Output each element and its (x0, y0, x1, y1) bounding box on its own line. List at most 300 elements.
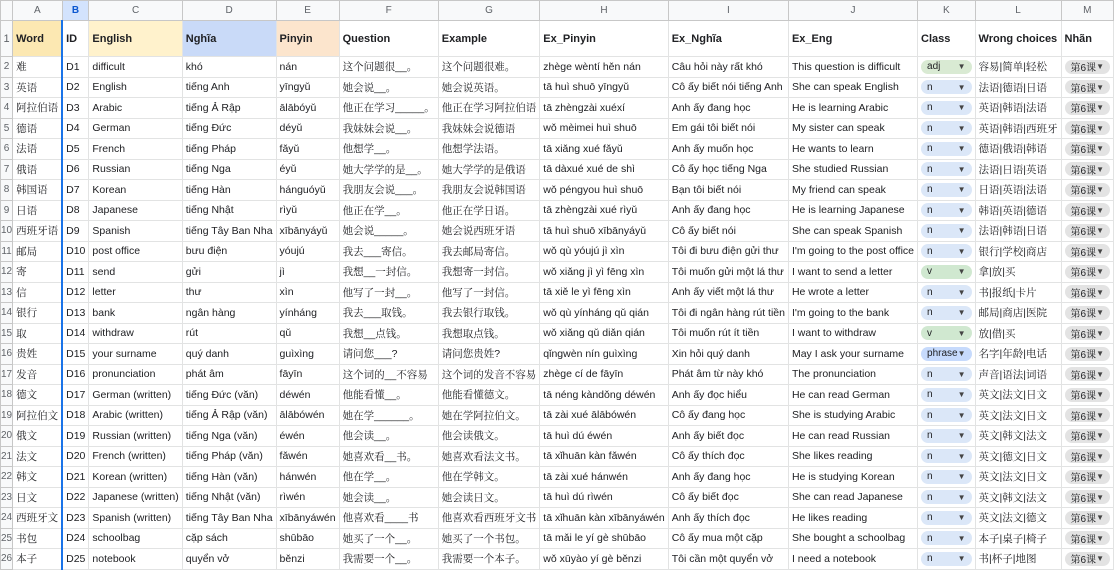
cell[interactable]: Anh ấy viết một lá thư (668, 282, 788, 303)
cell[interactable]: Anh ấy thích đọc (668, 508, 788, 529)
cell[interactable]: fǎwén (276, 446, 339, 467)
cell[interactable]: D17 (62, 385, 89, 406)
cell[interactable]: guìxìng (276, 344, 339, 365)
class-dropdown-cell[interactable] (918, 303, 976, 324)
cell[interactable]: gửi (182, 262, 276, 283)
cell[interactable]: 她会说__。 (339, 77, 438, 98)
class-dropdown-cell[interactable] (918, 364, 976, 385)
label-dropdown-cell[interactable] (1061, 487, 1113, 508)
label-dropdown-cell[interactable] (1061, 221, 1113, 242)
cell[interactable]: Cô ấy biết đọc (668, 487, 788, 508)
cell[interactable]: German (89, 118, 182, 139)
header-cell[interactable]: Nghĩa (182, 21, 276, 57)
cell[interactable]: Cô ấy biết nói tiếng Anh (668, 77, 788, 98)
lesson-chip[interactable] (1065, 470, 1110, 484)
cell[interactable]: 他写了一封__。 (339, 282, 438, 303)
lesson-chip[interactable] (1065, 449, 1110, 463)
cell[interactable]: She can read Japanese (788, 487, 917, 508)
cell[interactable]: 本子|桌子|椅子 (975, 528, 1061, 549)
dropdown-arrow-icon[interactable]: ▼ (957, 328, 966, 338)
cell[interactable]: ālābówén (276, 405, 339, 426)
cell[interactable]: 贵姓 (13, 344, 63, 365)
cell[interactable]: D23 (62, 508, 89, 529)
label-dropdown-cell[interactable] (1061, 180, 1113, 201)
cell[interactable]: 英文|德文|日文 (975, 446, 1061, 467)
dropdown-arrow-icon[interactable]: ▼ (1096, 390, 1104, 400)
class-chip[interactable] (921, 347, 972, 361)
cell[interactable]: fāyīn (276, 364, 339, 385)
cell[interactable]: bưu điện (182, 241, 276, 262)
cell[interactable]: 他正在学习阿拉伯语 (438, 98, 540, 119)
cell[interactable]: rút (182, 323, 276, 344)
cell[interactable]: 英文|法文|德文 (975, 508, 1061, 529)
column-letter-d[interactable]: D (182, 1, 276, 21)
cell[interactable]: tiếng Ả Rập (văn) (182, 405, 276, 426)
lesson-chip[interactable] (1065, 326, 1110, 340)
cell[interactable]: ālābóyǔ (276, 98, 339, 119)
cell[interactable]: your surname (89, 344, 182, 365)
row-number[interactable]: 26 (1, 549, 13, 570)
class-chip[interactable] (921, 511, 972, 525)
class-chip[interactable] (921, 388, 972, 402)
label-dropdown-cell[interactable] (1061, 323, 1113, 344)
lesson-chip[interactable] (1065, 388, 1110, 402)
cell[interactable]: yīngyǔ (276, 77, 339, 98)
dropdown-arrow-icon[interactable]: ▼ (1096, 205, 1104, 215)
cell[interactable]: 日语|英语|法语 (975, 180, 1061, 201)
label-dropdown-cell[interactable] (1061, 241, 1113, 262)
cell[interactable]: wǒ mèimei huì shuō (540, 118, 668, 139)
class-dropdown-cell[interactable] (918, 549, 976, 570)
cell[interactable]: rìwén (276, 487, 339, 508)
cell[interactable]: yínháng (276, 303, 339, 324)
cell[interactable]: 他能看懂__。 (339, 385, 438, 406)
dropdown-arrow-icon[interactable]: ▼ (1096, 246, 1104, 256)
cell[interactable]: D9 (62, 221, 89, 242)
class-chip[interactable] (921, 183, 972, 197)
class-dropdown-cell[interactable] (918, 159, 976, 180)
cell[interactable]: 法文 (13, 446, 63, 467)
cell[interactable]: éwén (276, 426, 339, 447)
row-number[interactable]: 17 (1, 364, 13, 385)
cell[interactable]: He wrote a letter (788, 282, 917, 303)
cell[interactable]: xībānyáyǔ (276, 221, 339, 242)
dropdown-arrow-icon[interactable]: ▼ (957, 267, 966, 277)
cell[interactable]: pronunciation (89, 364, 182, 385)
row-number[interactable]: 11 (1, 241, 13, 262)
row-number[interactable]: 23 (1, 487, 13, 508)
cell[interactable]: wǒ xiǎng jì yì fēng xìn (540, 262, 668, 283)
cell[interactable]: Câu hỏi này rất khó (668, 57, 788, 78)
cell[interactable]: Tôi cần một quyển vở (668, 549, 788, 570)
cell[interactable]: thư (182, 282, 276, 303)
cell[interactable]: She bought a schoolbag (788, 528, 917, 549)
label-dropdown-cell[interactable] (1061, 405, 1113, 426)
cell[interactable]: D22 (62, 487, 89, 508)
column-letter-e[interactable]: E (276, 1, 339, 21)
cell[interactable]: xībānyáwén (276, 508, 339, 529)
dropdown-arrow-icon[interactable]: ▼ (957, 246, 966, 256)
cell[interactable]: notebook (89, 549, 182, 570)
cell[interactable]: 她会说西班牙语 (438, 221, 540, 242)
class-chip[interactable] (921, 490, 972, 504)
class-chip[interactable] (921, 121, 972, 135)
column-letter-k[interactable]: K (918, 1, 976, 21)
cell[interactable]: tiếng Đức (182, 118, 276, 139)
cell[interactable]: D12 (62, 282, 89, 303)
cell[interactable]: 他想学__。 (339, 139, 438, 160)
cell[interactable]: Tôi đi ngân hàng rút tiền (668, 303, 788, 324)
class-dropdown-cell[interactable] (918, 221, 976, 242)
class-dropdown-cell[interactable] (918, 77, 976, 98)
cell[interactable]: 难 (13, 57, 63, 78)
cell[interactable]: 我需要一个本子。 (438, 549, 540, 570)
class-chip[interactable] (921, 101, 972, 115)
cell[interactable]: He is learning Japanese (788, 200, 917, 221)
class-chip[interactable] (921, 162, 972, 176)
cell[interactable]: She likes reading (788, 446, 917, 467)
class-chip[interactable] (921, 470, 972, 484)
cell[interactable]: D25 (62, 549, 89, 570)
cell[interactable]: She can speak Spanish (788, 221, 917, 242)
cell[interactable]: 我需要一个__。 (339, 549, 438, 570)
cell[interactable]: The pronunciation (788, 364, 917, 385)
dropdown-arrow-icon[interactable]: ▼ (1096, 82, 1104, 92)
dropdown-arrow-icon[interactable]: ▼ (1096, 431, 1104, 441)
dropdown-arrow-icon[interactable]: ▼ (957, 513, 966, 523)
cell[interactable]: 俄语 (13, 159, 63, 180)
cell[interactable]: quý danh (182, 344, 276, 365)
column-letter-a[interactable]: A (13, 1, 63, 21)
cell[interactable]: 这个词的__不容易 (339, 364, 438, 385)
class-chip[interactable] (921, 552, 972, 566)
cell[interactable]: I want to send a letter (788, 262, 917, 283)
lesson-chip[interactable] (1065, 244, 1110, 258)
class-dropdown-cell[interactable] (918, 426, 976, 447)
cell[interactable]: 他会读俄文。 (438, 426, 540, 447)
dropdown-arrow-icon[interactable]: ▼ (957, 164, 966, 174)
cell[interactable]: zhège wèntí hěn nán (540, 57, 668, 78)
cell[interactable]: I'm going to the bank (788, 303, 917, 324)
dropdown-arrow-icon[interactable]: ▼ (957, 390, 966, 400)
label-dropdown-cell[interactable] (1061, 385, 1113, 406)
row-number[interactable]: 5 (1, 118, 13, 139)
cell[interactable]: tā xǐhuān kàn fǎwén (540, 446, 668, 467)
dropdown-arrow-icon[interactable]: ▼ (957, 287, 966, 297)
row-number[interactable]: 3 (1, 77, 13, 98)
header-cell[interactable]: Question (339, 21, 438, 57)
label-dropdown-cell[interactable] (1061, 303, 1113, 324)
dropdown-arrow-icon[interactable]: ▼ (957, 349, 966, 359)
label-dropdown-cell[interactable] (1061, 528, 1113, 549)
column-letter-c[interactable]: C (89, 1, 182, 21)
cell[interactable]: rìyǔ (276, 200, 339, 221)
cell[interactable]: My sister can speak (788, 118, 917, 139)
cell[interactable]: tā néng kàndǒng déwén (540, 385, 668, 406)
lesson-chip[interactable] (1065, 531, 1110, 545)
class-chip[interactable] (921, 244, 972, 258)
cell[interactable]: D3 (62, 98, 89, 119)
cell[interactable]: Bạn tôi biết nói (668, 180, 788, 201)
class-chip[interactable] (921, 265, 972, 279)
header-cell[interactable]: Class (918, 21, 976, 57)
cell[interactable]: 邮局 (13, 241, 63, 262)
cell[interactable]: 韩文 (13, 467, 63, 488)
cell[interactable]: Tôi muốn rút ít tiền (668, 323, 788, 344)
cell[interactable]: 拿|放|买 (975, 262, 1061, 283)
row-number[interactable]: 6 (1, 139, 13, 160)
cell[interactable]: 我朋友会说___。 (339, 180, 438, 201)
label-dropdown-cell[interactable] (1061, 467, 1113, 488)
dropdown-arrow-icon[interactable]: ▼ (957, 369, 966, 379)
class-dropdown-cell[interactable] (918, 118, 976, 139)
cell[interactable]: She studied Russian (788, 159, 917, 180)
cell[interactable]: 这个问题很__。 (339, 57, 438, 78)
cell[interactable]: German (written) (89, 385, 182, 406)
row-number[interactable]: 18 (1, 385, 13, 406)
cell[interactable]: fǎyǔ (276, 139, 339, 160)
cell[interactable]: 他正在学日语。 (438, 200, 540, 221)
cell[interactable]: tā xiě le yì fēng xìn (540, 282, 668, 303)
class-dropdown-cell[interactable] (918, 528, 976, 549)
lesson-chip[interactable] (1065, 121, 1110, 135)
class-chip[interactable] (921, 60, 972, 74)
cell[interactable]: Arabic (89, 98, 182, 119)
cell[interactable]: D14 (62, 323, 89, 344)
cell[interactable]: D10 (62, 241, 89, 262)
label-dropdown-cell[interactable] (1061, 118, 1113, 139)
header-cell[interactable]: ID (62, 21, 89, 57)
cell[interactable]: 法语|日语|英语 (975, 159, 1061, 180)
lesson-chip[interactable] (1065, 367, 1110, 381)
cell[interactable]: 阿拉伯语 (13, 98, 63, 119)
cell[interactable]: qǔ (276, 323, 339, 344)
cell[interactable]: D5 (62, 139, 89, 160)
cell[interactable]: 他正在学__。 (339, 200, 438, 221)
dropdown-arrow-icon[interactable]: ▼ (1096, 533, 1104, 543)
cell[interactable]: Anh ấy đang học (668, 467, 788, 488)
cell[interactable]: yóujú (276, 241, 339, 262)
cell[interactable]: 韩语|英语|德语 (975, 200, 1061, 221)
cell[interactable]: D16 (62, 364, 89, 385)
dropdown-arrow-icon[interactable]: ▼ (957, 62, 966, 72)
class-chip[interactable] (921, 203, 972, 217)
cell[interactable]: 法语|韩语|日语 (975, 221, 1061, 242)
lesson-chip[interactable] (1065, 224, 1110, 238)
cell[interactable]: 他喜欢看西班牙文书 (438, 508, 540, 529)
cell[interactable]: 法语 (13, 139, 63, 160)
row-number[interactable]: 22 (1, 467, 13, 488)
dropdown-arrow-icon[interactable]: ▼ (1096, 123, 1104, 133)
cell[interactable]: tiếng Đức (văn) (182, 385, 276, 406)
dropdown-arrow-icon[interactable]: ▼ (1096, 369, 1104, 379)
dropdown-arrow-icon[interactable]: ▼ (957, 205, 966, 215)
header-cell[interactable]: Nhãn (1061, 21, 1113, 57)
column-letter-f[interactable]: F (339, 1, 438, 21)
dropdown-arrow-icon[interactable]: ▼ (1096, 328, 1104, 338)
dropdown-arrow-icon[interactable]: ▼ (1096, 164, 1104, 174)
cell[interactable]: 我妹妹会说__。 (339, 118, 438, 139)
cell[interactable]: tā xǐhuān kàn xībānyáwén (540, 508, 668, 529)
class-dropdown-cell[interactable] (918, 344, 976, 365)
dropdown-arrow-icon[interactable]: ▼ (957, 144, 966, 154)
lesson-chip[interactable] (1065, 490, 1110, 504)
cell[interactable]: Japanese (89, 200, 182, 221)
cell[interactable]: déwén (276, 385, 339, 406)
class-dropdown-cell[interactable] (918, 57, 976, 78)
cell[interactable]: D6 (62, 159, 89, 180)
cell[interactable]: 他正在学习_____。 (339, 98, 438, 119)
cell[interactable]: 日语 (13, 200, 63, 221)
class-dropdown-cell[interactable] (918, 98, 976, 119)
cell[interactable]: shūbāo (276, 528, 339, 549)
label-dropdown-cell[interactable] (1061, 98, 1113, 119)
row-number[interactable]: 20 (1, 426, 13, 447)
row-number[interactable]: 8 (1, 180, 13, 201)
cell[interactable]: ngân hàng (182, 303, 276, 324)
cell[interactable]: tiếng Tây Ban Nha (182, 221, 276, 242)
cell[interactable]: 英文|韩文|法文 (975, 487, 1061, 508)
cell[interactable]: 我去邮局寄信。 (438, 241, 540, 262)
cell[interactable]: Tôi muốn gửi một lá thư (668, 262, 788, 283)
class-chip[interactable] (921, 224, 972, 238)
column-letter-b[interactable]: B (62, 1, 89, 21)
cell[interactable]: D13 (62, 303, 89, 324)
cell[interactable]: 银行|学校|商店 (975, 241, 1061, 262)
cell[interactable]: jì (276, 262, 339, 283)
cell[interactable]: 我去___取钱。 (339, 303, 438, 324)
cell[interactable]: tiếng Nga (văn) (182, 426, 276, 447)
dropdown-arrow-icon[interactable]: ▼ (957, 103, 966, 113)
cell[interactable]: Korean (89, 180, 182, 201)
cell[interactable]: 西班牙语 (13, 221, 63, 242)
class-dropdown-cell[interactable] (918, 200, 976, 221)
cell[interactable]: 她大学学的是俄语 (438, 159, 540, 180)
cell[interactable]: D19 (62, 426, 89, 447)
cell[interactable]: 英文|法文|日文 (975, 385, 1061, 406)
label-dropdown-cell[interactable] (1061, 77, 1113, 98)
column-letter-l[interactable]: L (975, 1, 1061, 21)
cell[interactable]: Japanese (written) (89, 487, 182, 508)
label-dropdown-cell[interactable] (1061, 344, 1113, 365)
cell[interactable]: cặp sách (182, 528, 276, 549)
cell[interactable]: 我去___寄信。 (339, 241, 438, 262)
cell[interactable]: 请问您贵姓? (438, 344, 540, 365)
lesson-chip[interactable] (1065, 511, 1110, 525)
label-dropdown-cell[interactable] (1061, 139, 1113, 160)
cell[interactable]: D2 (62, 77, 89, 98)
cell[interactable]: tā dàxué xué de shì (540, 159, 668, 180)
cell[interactable]: tiếng Nhật (182, 200, 276, 221)
lesson-chip[interactable] (1065, 285, 1110, 299)
cell[interactable]: qǐngwèn nín guìxìng (540, 344, 668, 365)
lesson-chip[interactable] (1065, 347, 1110, 361)
cell[interactable]: Anh ấy đang học (668, 200, 788, 221)
dropdown-arrow-icon[interactable]: ▼ (957, 410, 966, 420)
cell[interactable]: 他喜欢看____书 (339, 508, 438, 529)
cell[interactable]: He can read Russian (788, 426, 917, 447)
label-dropdown-cell[interactable] (1061, 549, 1113, 570)
lesson-chip[interactable] (1065, 306, 1110, 320)
cell[interactable]: 德语|俄语|韩语 (975, 139, 1061, 160)
cell[interactable]: letter (89, 282, 182, 303)
cell[interactable]: Spanish (89, 221, 182, 242)
cell[interactable]: D4 (62, 118, 89, 139)
row-number[interactable]: 25 (1, 528, 13, 549)
cell[interactable]: 德语 (13, 118, 63, 139)
cell[interactable]: D7 (62, 180, 89, 201)
class-chip[interactable] (921, 80, 972, 94)
cell[interactable]: wǒ qù yóujú jì xìn (540, 241, 668, 262)
cell[interactable]: 俄文 (13, 426, 63, 447)
cell[interactable]: 我妹妹会说德语 (438, 118, 540, 139)
dropdown-arrow-icon[interactable]: ▼ (1096, 513, 1104, 523)
cell[interactable]: Tôi đi bưu điện gửi thư (668, 241, 788, 262)
dropdown-arrow-icon[interactable]: ▼ (1096, 103, 1104, 113)
cell[interactable]: tā mǎi le yí gè shūbāo (540, 528, 668, 549)
cell[interactable]: 他想学法语。 (438, 139, 540, 160)
cell[interactable]: She is studying Arabic (788, 405, 917, 426)
cell[interactable]: 英文|韩文|法文 (975, 426, 1061, 447)
class-dropdown-cell[interactable] (918, 446, 976, 467)
cell[interactable]: D20 (62, 446, 89, 467)
cell[interactable]: 法语|德语|日语 (975, 77, 1061, 98)
cell[interactable]: tiếng Ả Rập (182, 98, 276, 119)
cell[interactable]: D18 (62, 405, 89, 426)
cell[interactable]: tiếng Hàn (182, 180, 276, 201)
class-chip[interactable] (921, 306, 972, 320)
cell[interactable]: tā huì dú éwén (540, 426, 668, 447)
column-letter-m[interactable]: M (1061, 1, 1113, 21)
dropdown-arrow-icon[interactable]: ▼ (957, 533, 966, 543)
class-dropdown-cell[interactable] (918, 241, 976, 262)
cell[interactable]: phát âm (182, 364, 276, 385)
class-chip[interactable] (921, 531, 972, 545)
dropdown-arrow-icon[interactable]: ▼ (957, 554, 966, 564)
dropdown-arrow-icon[interactable]: ▼ (1096, 492, 1104, 502)
dropdown-arrow-icon[interactable]: ▼ (1096, 144, 1104, 154)
cell[interactable]: déyǔ (276, 118, 339, 139)
cell[interactable]: běnzi (276, 549, 339, 570)
class-dropdown-cell[interactable] (918, 139, 976, 160)
cell[interactable]: wǒ qù yínháng qǔ qián (540, 303, 668, 324)
cell[interactable]: 请问您___? (339, 344, 438, 365)
cell[interactable]: tā huì dú rìwén (540, 487, 668, 508)
cell[interactable]: wǒ xūyào yí gè běnzi (540, 549, 668, 570)
cell[interactable]: I need a notebook (788, 549, 917, 570)
label-dropdown-cell[interactable] (1061, 282, 1113, 303)
cell[interactable]: 他在学__。 (339, 467, 438, 488)
cell[interactable]: post office (89, 241, 182, 262)
lesson-chip[interactable] (1065, 408, 1110, 422)
cell[interactable]: 她会读__。 (339, 487, 438, 508)
cell[interactable]: Xin hỏi quý danh (668, 344, 788, 365)
cell[interactable]: 银行 (13, 303, 63, 324)
cell[interactable]: D24 (62, 528, 89, 549)
cell[interactable]: tiếng Pháp (182, 139, 276, 160)
cell[interactable]: 书|杯子|地图 (975, 549, 1061, 570)
dropdown-arrow-icon[interactable]: ▼ (957, 308, 966, 318)
class-dropdown-cell[interactable] (918, 262, 976, 283)
cell[interactable]: 英语 (13, 77, 63, 98)
cell[interactable]: 我想寄一封信。 (438, 262, 540, 283)
class-chip[interactable] (921, 367, 972, 381)
class-dropdown-cell[interactable] (918, 405, 976, 426)
lesson-chip[interactable] (1065, 203, 1110, 217)
cell[interactable]: Cô ấy mua một cặp (668, 528, 788, 549)
cell[interactable]: 德文 (13, 385, 63, 406)
class-chip[interactable] (921, 142, 972, 156)
